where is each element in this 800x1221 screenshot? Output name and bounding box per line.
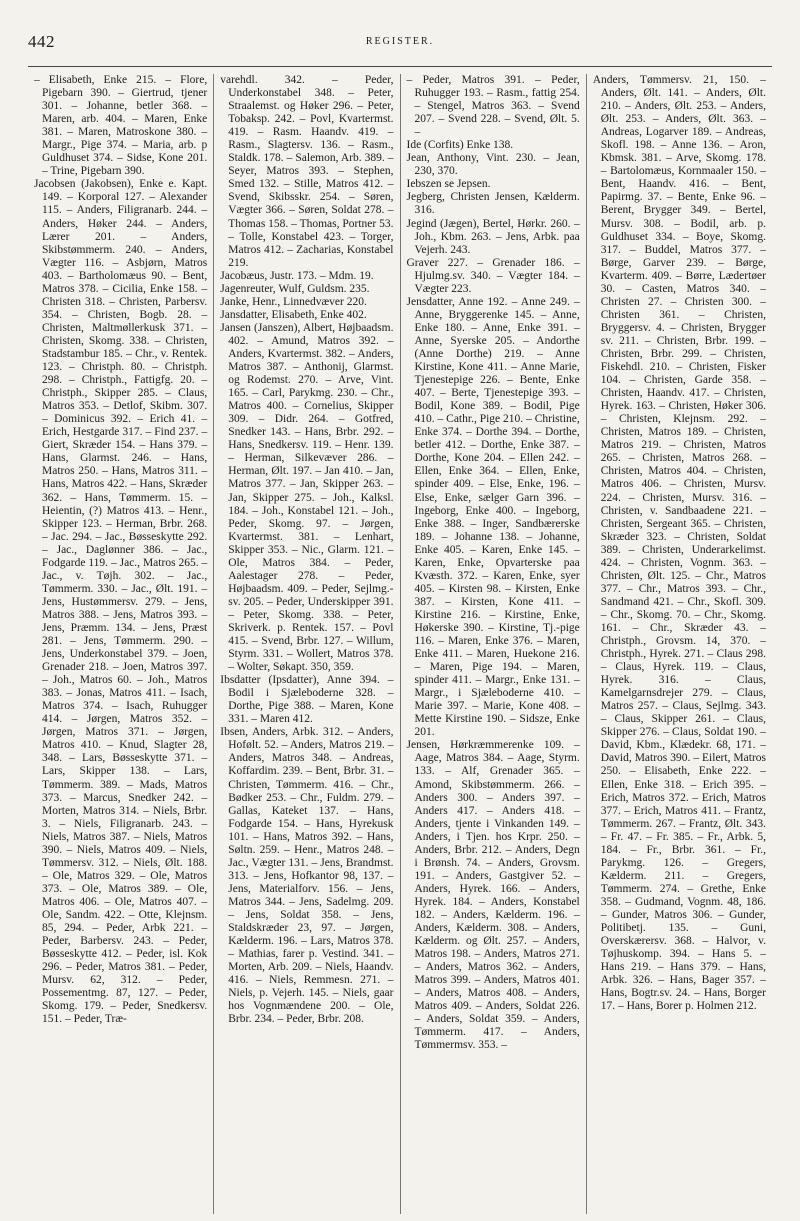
register-entry: Jacobæus, Justr. 173. – Mdm. 19.: [220, 269, 374, 282]
register-entry: Jacobsen (Jakobsen), Enke e. Kapt. 149. – Korporal 127. – Alexander 115. – Anders, Filigranarb. 244. – Anders, Høker 244. – Anders, Lærer 201. – Anders, Skibstømmerm. 240. – Anders, Vægter 116. – Asbjørn, Matros 403. – Bartholomæus 90. – Bent, Matros 378. – Cicilia, Enke 158. – Christen 318. – Christen, Parbersv. 354. – Christen, Bogb. 28. – Christen, Maltmøllerkusk 371. – Christen, Skomg. 338. – Christen, Stadstambur 185. – Chr., v. Rentek. 123. – Christph. 80. – Christph. 298. – Christph., Fattigfg. 20. – Christph., Skipper 285. – Claus, Matros 353. – Detlof, Skibm. 307. – Dominicus 392. – Erich 41. – Erich, Hestgarde 317. – Find 237. – Giert, Skræder 154. – Hans 379. – Hans, Glarmst. 246. – Hans, Matros 250. – Hans, Matros 311. – Hans, Matros 422. – Hans, Skræder 362. – Hans, Tømmerm. 15. – Heientin, (?) Matros 413. – Henr., Skipper 123. – Herman, Brbr. 268. – Jac. 294. – Jac., Bøsseskytte 292. – Jac., Daglønner 386. – Jac., Fodgarde 119. – Jac., Matros 265. – Jac., v. Tøjh. 302. – Jac., Tømmerm. 330. – Jac., Ølt. 191. – Jens, Hustømmersv. 279. – Jens, Matros 388. – Jens, Matros 393. – Jens, Præmm. 134. – Jens, Præst 281. – Jens, Tømmerm. 290. – Jens, Underkonstabel 379. – Joen, Grenader 218. – Joen, Matros 397. – Joh., Matros 60. – Joh., Matros 383. – Jonas, Matros 411. – Isach, Matros 374. – Isach, Ruhugger 414. – Jørgen, Matros 352. – Jørgen, Matros 371. – Jørgen, Matros 410. – Knud, Slagter 28, 348. – Lars, Bøsseskytte 371. – Lars, Skipper 138. – Lars, Tømmerm. 389. – Mads, Matros 373. – Marcus, Snedker 242. – Morten, Matros 314. – Niels, Brbr. 3. – Niels, Filigranarb. 243. – Niels, Matros 387. – Niels, Matros 390. – Niels, Matros 409. – Niels, Tømmersv. 312. – Niels, Ølt. 188. – Ole, Matros 329. – Ole, Matros 373. – Ole, Matros 389. – Ole, Matros 406. – Ole, Matros 407. – Ole, Sandm. 422. – Otte, Klejnsm. 85, 294. – Peder, Arbk 221. – Peder, Barbersv. 243. – Peder, Bøsseskytte 412. – Peder, isl. Kok 296. – Peder, Matros 381. – Peder, Mursv. 62, 312. – Peder, Possementmg. 87, 127. – Peder, Skomg. 179. – Peder, Snedkersv. 151. – Peder, Træ-: [34, 178, 208, 1026]
column-2: [213, 74, 399, 1214]
register-entry: Jensdatter, Anne 192. – Anne 249. – Anne, Bryggerenke 145. – Anne, Enke 180. – Anne, Enke 391. – Anne, Syerske 205. – Andorthe (Anne Dorthe) 219. – Anne Kirstine, Kone 411. – Anne Marie, Tjenestepige 226. – Bente, Enke 407. – Berte, Tjenestepige 393. – Bodil, Kone 389. – Bodil, Pige 410. – Cathr., Pige 210. – Christine, Enke 374. – Dorthe 394. – Dorthe, betler 412. – Dorthe, Enke 387. – Dorthe, Kone 204. – Ellen 242. – Ellen, Enke 364. – Ellen, Enke, spinder 409. – Else, Enke, 196. – Else, Enke, sælger Garn 396. – Ingeborg, Enke 400. – Ingeborg, Enke 388. – Inger, Sandbærerske 189. – Johanne 138. – Johanne, Enke 405. – Karen, Enke 145. – Karen, Enke, Opvarterske paa Kvæsth. 372. – Karen, Enke, syer 405. – Kirsten 98. – Kirsten, Enke 387. – Kirsten, Kone 411. – Kirstine 216. – Kirstine, Enke, Høkerske 390. – Kirstine, Tj.-pige 116. – Maren, Enke 376. – Maren, Enke 411. – Maren, Huekone 216. – Maren, Pige 194. – Maren, spinder 411. – Margr., Enke 131. – Margr., i Sjæleboderne 410. – Marie 397. – Marie, Kone 408. – Mette Kirstine 190. – Sidsze, Enke 201.: [406, 295, 580, 739]
column-4: [586, 74, 772, 1214]
register-entry: – Elisabeth, Enke 215. – Flore, Pigebarn 390. – Giertrud, tjener 301. – Johanne, betler 368. – Maren, arb. 404. – Maren, Enke 381. – Maren, Matroskone 380. – Margr., Pige 374. – Maria, arb. p Guldhuset 374. – Sidse, Kone 201. – Trine, Pigebarn 390.: [34, 74, 208, 178]
register-entry: Anders, Tømmersv. 21, 150. – Anders, Ølt. 141. – Anders, Ølt. 210. – Anders, Ølt. 253. – Anders, Ølt. 253. – Anders, Ølt. 363. – Andreas, Logarver 189. – Andreas, Skofl. 198. – Anne 136. – Aron, Kbmsk. 381. – Arve, Skomg. 178. – Bartolomæus, Kornmaaler 150. – Bent, Haandv. 416. – Bent, Papirmg. 37. – Bente, Enke 96. – Berent, Brygger 349. – Bertel, Mursv. 308. – Bodil, arb. p. Guldhuset 334. – Boye, Skomg. 317. – Buddel, Matros 377. – Børge, Garver 239. – Børge, Kvarterm. 409. – Børre, Lædertøer 30. – Casten, Matros 340. – Christen 27. – Christen 300. – Christen 361. – Christen, Bryggersv. 4. – Christen, Brygger sv. 211. – Christen, Brbr. 199. – Christen, Brbr. 299. – Christen, Fiskehdl. 210. – Christen, Fisker 104. – Christen, Garde 358. – Christen, Haandv. 417. – Christen, Hyrek. 163. – Christen, Høker 306. – Christen, Klejnsm. 292. – Christen, Matros 189. – Christen, Matros 219. – Christen, Matros 265. – Christen, Matros 268. – Christen, Matros 404. – Christen, Matros 406. – Christen, Mursv. 224. – Christen, Mursv. 316. – Christen, v. Sandbaadene 221. – Christen, Sergeant 365. – Christen, Skræder 323. – Christen, Soldat 389. – Christen, Underarkelimst. 424. – Christen, Vognm. 363. – Christen, Ølt. 125. – Chr., Matros 377. – Chr., Matros 393. – Chr., Sandmand 421. – Chr., Skofl. 309. – Chr., Skomg. 70. – Chr., Skomg. 161. – Chr., Skræder 43. – Christph., Grovsm. 14, 370. – Christph., Hyrek. 271. – Claus 298. – Claus, Hyrek. 119. – Claus, Hyrek. 316. – Claus, Kamelgarnsdrejer 279. – Claus, Matros 257. – Claus, Sejlmg. 343. – Claus, Skipper 261. – Claus, Skipper 276. – Claus, Soldat 190. – David, Kbm., Klædekr. 68, 171. – David, Matros 390. – Eilert, Matros 250. – Elisabeth, Enke 222. – Ellen, Enke 318. – Erich 395. – Erich, Matros 372. – Erich, Matros 377. – Erich, Matros 411. – Frantz, Tømmerm. 267. – Frantz, Ølt. 343. – Fr. 47. – Fr. 385. – Fr., Arbk. 5, 184. – Fr., Brbr. 361. – Fr., Parykmg. 126. – Gregers, Kælderm. 211. – Gregers, Tømmerm. 274. – Grethe, Enke 358. – Gudmand, Vognm. 48, 186. – Gunder, Matros 306. – Gunder, Politibetj. 135. – Guni, Overskærersv. 368. – Halvor, v. Tøjhuskomp. 394. – Hans 5. – Hans 219. – Hans 379. – Hans, Arbk. 326. – Hans, Bager 357. – Hans, Bogtr.sv. 24. – Hans, Borger 17. – Hans, Borer p. Holmen 212.: [592, 74, 766, 1013]
register-entry: Jagenreuter, Wulf, Guldsm. 235.: [220, 282, 370, 295]
register-entry: Jensen, Hørkræmmerenke 109. – Aage, Matros 384. – Aage, Styrm. 133. – Alf, Grenader 365. – Amond, Skibstømmerm. 266. – Anders 300. – Anders 397. – Anders 417. – Anders 418. – Anders, tjente i Vinkanden 149. – Anders, i Tjen. hos Krpr. 250. – Anders, Brbr. 212. – Anders, Degn i Brønsh. 74. – Anders, Grovsm. 191. – Anders, Gastgiver 52. – Anders, Hyrek. 166. – Anders, Hyrek. 184. – Anders, Konstabel 182. – Anders, Kælderm. 196. – Anders, Kælderm. 308. – Anders, Kælderm. og Ølt. 257. – Anders, Matros 198. – Anders, Matros 271. – Anders, Matros 362. – Anders, Matros 399. – Anders, Matros 401. – Anders, Matros 408. – Anders, Matros 409. – Anders, Soldat 226. – Anders, Soldat 359. – Anders, Tømmerm. 417. – Anders, Tømmermsv. 353. –: [406, 739, 580, 1052]
register-entry: – Peder, Matros 391. – Peder, Ruhugger 193. – Rasm., fattig 254. – Stengel, Matros 363. – Svend 207. – Svend 228. – Svend, Ølt. 5. –: [406, 74, 580, 139]
register-entry: varehdl. 342. – Peder, Underkonstabel 348. – Peter, Straalemst. og Høker 296. – Peter, Tobaksp. 242. – Povl, Kvartermst. 419. – Rasm. Haandv. 419. – Rasm., Slagtersv. 136. – Rasm., Staldk. 178. – Salemon, Arb. 389. – Seyer, Matros 393. – Stephen, Smed 132. – Stille, Matros 412. – Svend, Skibsskr. 254. – Søren, Vægter 366. – Søren, Soldat 278. – Thomas 158. – Thomas, Portner 53. – Tolle, Konstabel 423. – Torger, Matros 412. – Zacharias, Konstabel 219.: [220, 74, 394, 269]
register-entry: Jansdatter, Elisabeth, Enke 402.: [220, 308, 367, 321]
header-rule: [28, 66, 772, 67]
register-entry: Jean, Anthony, Vint. 230. – Jean, 230, 370.: [406, 152, 580, 178]
running-head: REGISTER.: [365, 36, 435, 47]
column-1: [28, 74, 213, 1214]
register-columns: [28, 74, 772, 1214]
page-header: [28, 32, 772, 62]
register-entry: Jansen (Janszen), Albert, Højbaadsm. 402. – Amund, Matros 392. – Anders, Kvartermst. 382. – Anders, Matros 387. – Anthonij, Glarmst. og Rodemst. 270. – Arve, Vint. 165. – Carl, Parykmg. 230. – Chr., Matros 400. – Cornelius, Skipper 309. – Didr. 264. – Gotfred, Snedker 143. – Hans, Brbr. 292. – Hans, Snedkersv. 119. – Henr. 139. – Herman, Silkevæver 286. – Herman, Ølt. 197. – Jan 410. – Jan, Matros 377. – Jan, Skipper 263. – Jan, Skipper 275. – Joh., Kalksl. 184. – Joh., Konstabel 121. – Joh., Peder, Skomg. 97. – Jørgen, Kvartermst. 381. – Lenhart, Skipper 353. – Nic., Glarm. 121. – Ole, Matros 384. – Peder, Aalestager 278. – Peder, Højbaadsm. 409. – Peder, Sejlmg.-sv. 205. – Peder, Underskipper 391. – Peter, Skomg. 338. – Peter, Skriverk. p. Rentek. 157. – Povl 415. – Svend, Brbr. 127. – Willum, Styrm. 331. – Wollert, Matros 378. – Wolter, Søkapt. 350, 359.: [220, 321, 394, 674]
page-number: 442: [28, 32, 55, 51]
register-entry: Ibsen, Anders, Arbk. 312. – Anders, Hofølt. 52. – Anders, Matros 219. – Anders, Matros 348. – Andreas, Koffardim. 239. – Bent, Brbr. 31. – Christen, Tømmerm. 416. – Chr., Bødker 253. – Chr., Fuldm. 279. – Gallas, Kateket 137. – Hans, Fodgarde 154. – Hans, Hyrekusk 101. – Hans, Matros 392. – Hans, Søltn. 259. – Henr., Matros 248. – Jac., Vægter 131. – Jens, Brandmst. 313. – Jens, Hofkantor 98, 137. – Jens, Materialforv. 156. – Jens, Matros 344. – Jens, Sadelmg. 209. – Jens, Soldat 358. – Jens, Staldskræder 23, 97. – Jørgen, Kælderm. 196. – Lars, Matros 378. – Mathias, farer p. Vestind. 341. – Morten, Arb. 209. – Niels, Haandv. 416. – Niels, Remmesn. 271. – Niels, p. Vejerh. 145. – Niels, gaar hos Vognmændene 200. – Ole, Brbr. 234. – Peder, Brbr. 208.: [220, 726, 394, 1026]
column-3: [400, 74, 586, 1214]
register-entry: Janke, Henr., Linnedvæver 220.: [220, 295, 367, 308]
register-entry: Jegind (Jægen), Bertel, Hørkr. 260. – Joh., Kbm. 263. – Jens, Arbk. paa Vejerh. 243.: [406, 217, 580, 256]
register-entry: Ibsdatter (Ipsdatter), Anne 394. – Bodil i Sjæleboderne 328. – Dorthe, Pige 388. – Maren, Kone 331. – Maren 412.: [220, 674, 394, 726]
register-entry: Iebszen se Jepsen.: [406, 178, 491, 191]
register-entry: Ide (Corfits) Enke 138.: [406, 139, 514, 152]
register-entry: Jegberg, Christen Jensen, Kælderm. 316.: [406, 191, 580, 217]
register-entry: Graver 227. – Grenader 186. – Hjulmg.sv. 340. – Vægter 184. – Vægter 223.: [406, 256, 580, 295]
